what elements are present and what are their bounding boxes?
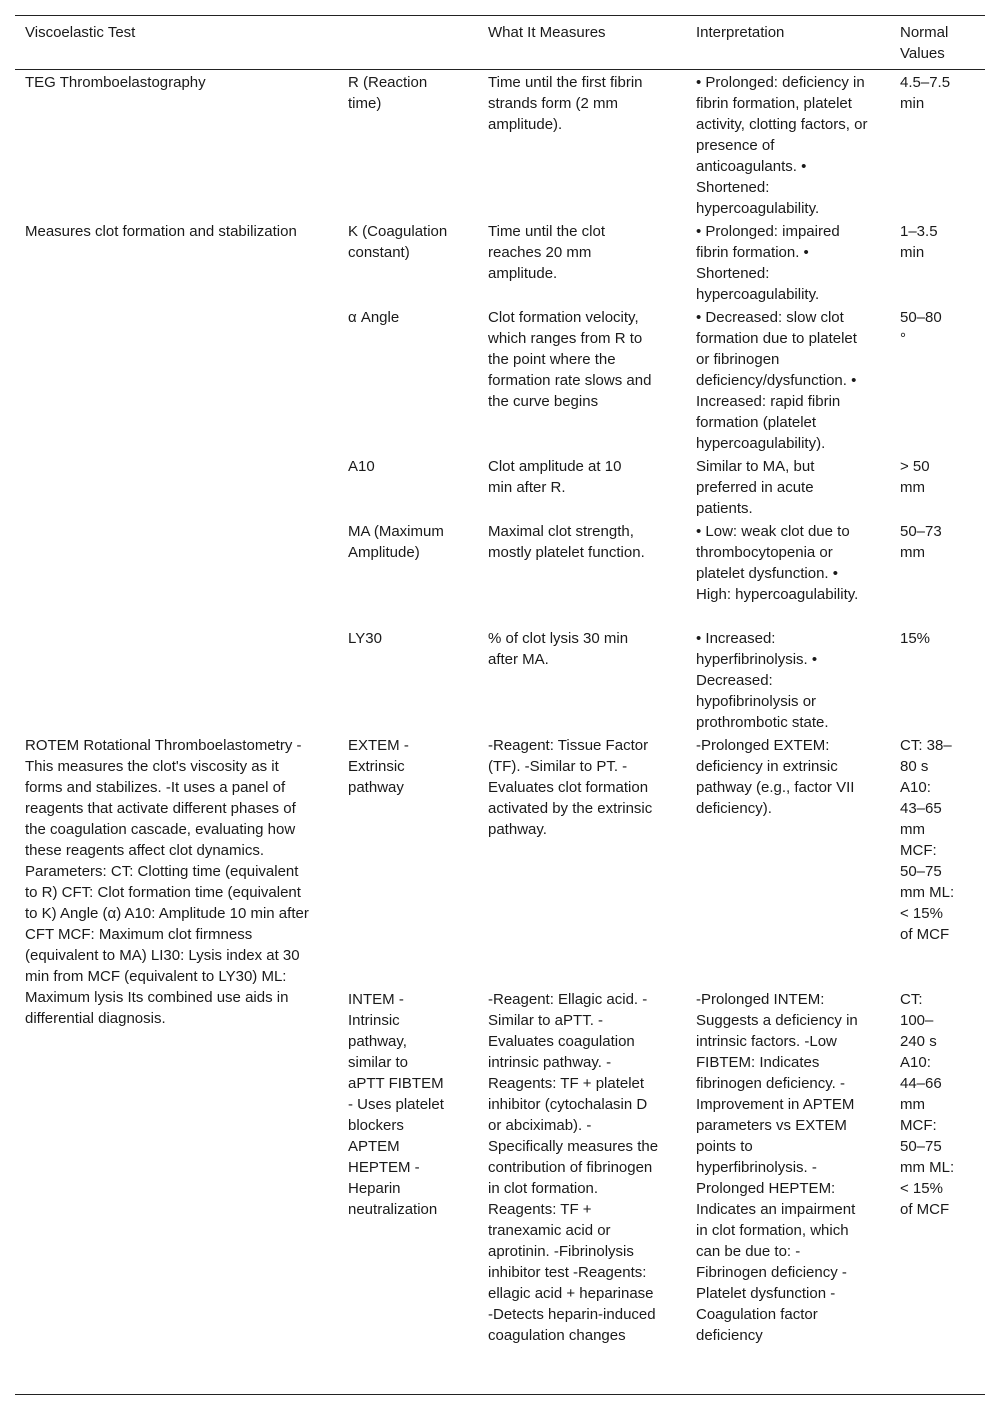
cell-normal-values: 1–3.5 min [900, 223, 938, 261]
cell-parameter: EXTEM - Extrinsic pathway [348, 737, 409, 796]
cell-measures: -Reagent: Ellagic acid. -Similar to aPTT. -Evaluates coagulation intrinsic pathway. -Reagents: TF + platelet inhibitor (cytochalasin D or abciximab). -Specifically measures the contribution of fibrinogen in clot formation. Reagents: TF + tranexamic acid or aprotinin. -Fibrinolysis inhibitor test -Reagents: ellagic acid + heparinase -Detects heparin-induced coagulation changes [488, 991, 659, 1344]
cell-parameter: K (Coagulation constant) [348, 223, 448, 261]
cell-measures: Clot formation velocity, which ranges from R to the point where the formation rate slows and the curve begins [488, 309, 652, 410]
cell-interpretation: • Low: weak clot due to thrombocytopenia or platelet dysfunction. • High: hypercoagulability. [696, 523, 859, 603]
header-interpretation: Interpretation [696, 24, 785, 41]
cell-test: TEG Thromboelastography [25, 74, 206, 91]
cell-parameter: A10 [348, 458, 375, 475]
cell-parameter: INTEM - Intrinsic pathway, similar to aPTT FIBTEM - Uses platelet blockers APTEM HEPTEM - Heparin neutralization [348, 991, 444, 1218]
cell-measures: Time until the first fibrin strands form (2 mm amplitude). [488, 74, 643, 133]
cell-parameter: LY30 [348, 630, 382, 647]
cell-measures: % of clot lysis 30 min after MA. [488, 630, 629, 668]
header-viscoelastic-test: Viscoelastic Test [25, 24, 136, 41]
cell-interpretation: • Prolonged: deficiency in fibrin formation, platelet activity, clotting factors, or presence of anticoagulants. • Shortened: hypercoagulability. [696, 74, 868, 217]
header-divider [15, 69, 985, 70]
cell-normal-values: CT: 100–240 s A10: 44–66 mm MCF: 50–75 mm ML: < 15% of MCF [900, 991, 955, 1218]
header-what-it-measures: What It Measures [488, 24, 606, 41]
cell-parameter: R (Reaction time) [348, 74, 428, 112]
cell-measures: Clot amplitude at 10 min after R. [488, 458, 622, 496]
cell-interpretation: -Prolonged INTEM: Suggests a deficiency in intrinsic factors. -Low FIBTEM: Indicates fibrinogen deficiency. -Improvement in APTEM parameters vs EXTEM points to hyperfibrinolysis. -Prolonged HEPTEM: Indicates an impairment in clot formation, which can be due to: -Fibrinogen deficiency -Platelet dysfunction -Coagulation factor deficiency [696, 991, 858, 1344]
cell-parameter: α Angle [348, 309, 400, 326]
cell-normal-values: 15% [900, 630, 931, 647]
cell-normal-values: 50–73 mm [900, 523, 942, 561]
cell-normal-values: > 50 mm [900, 458, 930, 496]
cell-interpretation: -Prolonged EXTEM: deficiency in extrinsic pathway (e.g., factor VII deficiency). [696, 737, 855, 817]
cell-measures: Maximal clot strength, mostly platelet function. [488, 523, 645, 561]
cell-parameter: MA (Maximum Amplitude) [348, 523, 444, 561]
cell-interpretation: • Decreased: slow clot formation due to platelet or fibrinogen deficiency/dysfunction. • Increased: rapid fibrin formation (platelet hypercoagulability). [696, 309, 857, 452]
cell-normal-values: CT: 38–80 s A10: 43–65 mm MCF: 50–75 mm ML: < 15% of MCF [900, 737, 955, 943]
cell-test: ROTEM Rotational Thromboelastometry - This measures the clot's viscosity as it forms and stabilizes. -It uses a panel of reagents that activate different phases of the coagulation cascade, evaluating how these reagents affect clot dynamics. Parameters: CT: Clotting time (equivalent to R) CFT: Clot formation time (equivalent to K) Angle (α) A10: Amplitude 10 min after CFT MCF: Maximum clot firmness (equivalent to MA) LI30: Lysis index at 30 min from MCF (equivalent to LY30) ML: Maximum lysis Its combined use aids in differential diagnosis. [25, 737, 309, 1027]
header-normal-values: Normal Values [900, 24, 949, 62]
viscoelastic-tests-table [15, 15, 985, 1395]
cell-normal-values: 50–80 ° [900, 309, 942, 347]
cell-normal-values: 4.5–7.5 min [900, 74, 951, 112]
cell-test: Measures clot formation and stabilization [25, 223, 297, 240]
cell-measures: Time until the clot reaches 20 mm amplitude. [488, 223, 605, 282]
cell-interpretation: Similar to MA, but preferred in acute patients. [696, 458, 815, 517]
cell-measures: -Reagent: Tissue Factor (TF). -Similar to PT. -Evaluates clot formation activated by the extrinsic pathway. [488, 737, 653, 838]
cell-interpretation: • Prolonged: impaired fibrin formation. • Shortened: hypercoagulability. [696, 223, 840, 303]
cell-interpretation: • Increased: hyperfibrinolysis. • Decreased: hypofibrinolysis or prothrombotic state. [696, 630, 829, 731]
